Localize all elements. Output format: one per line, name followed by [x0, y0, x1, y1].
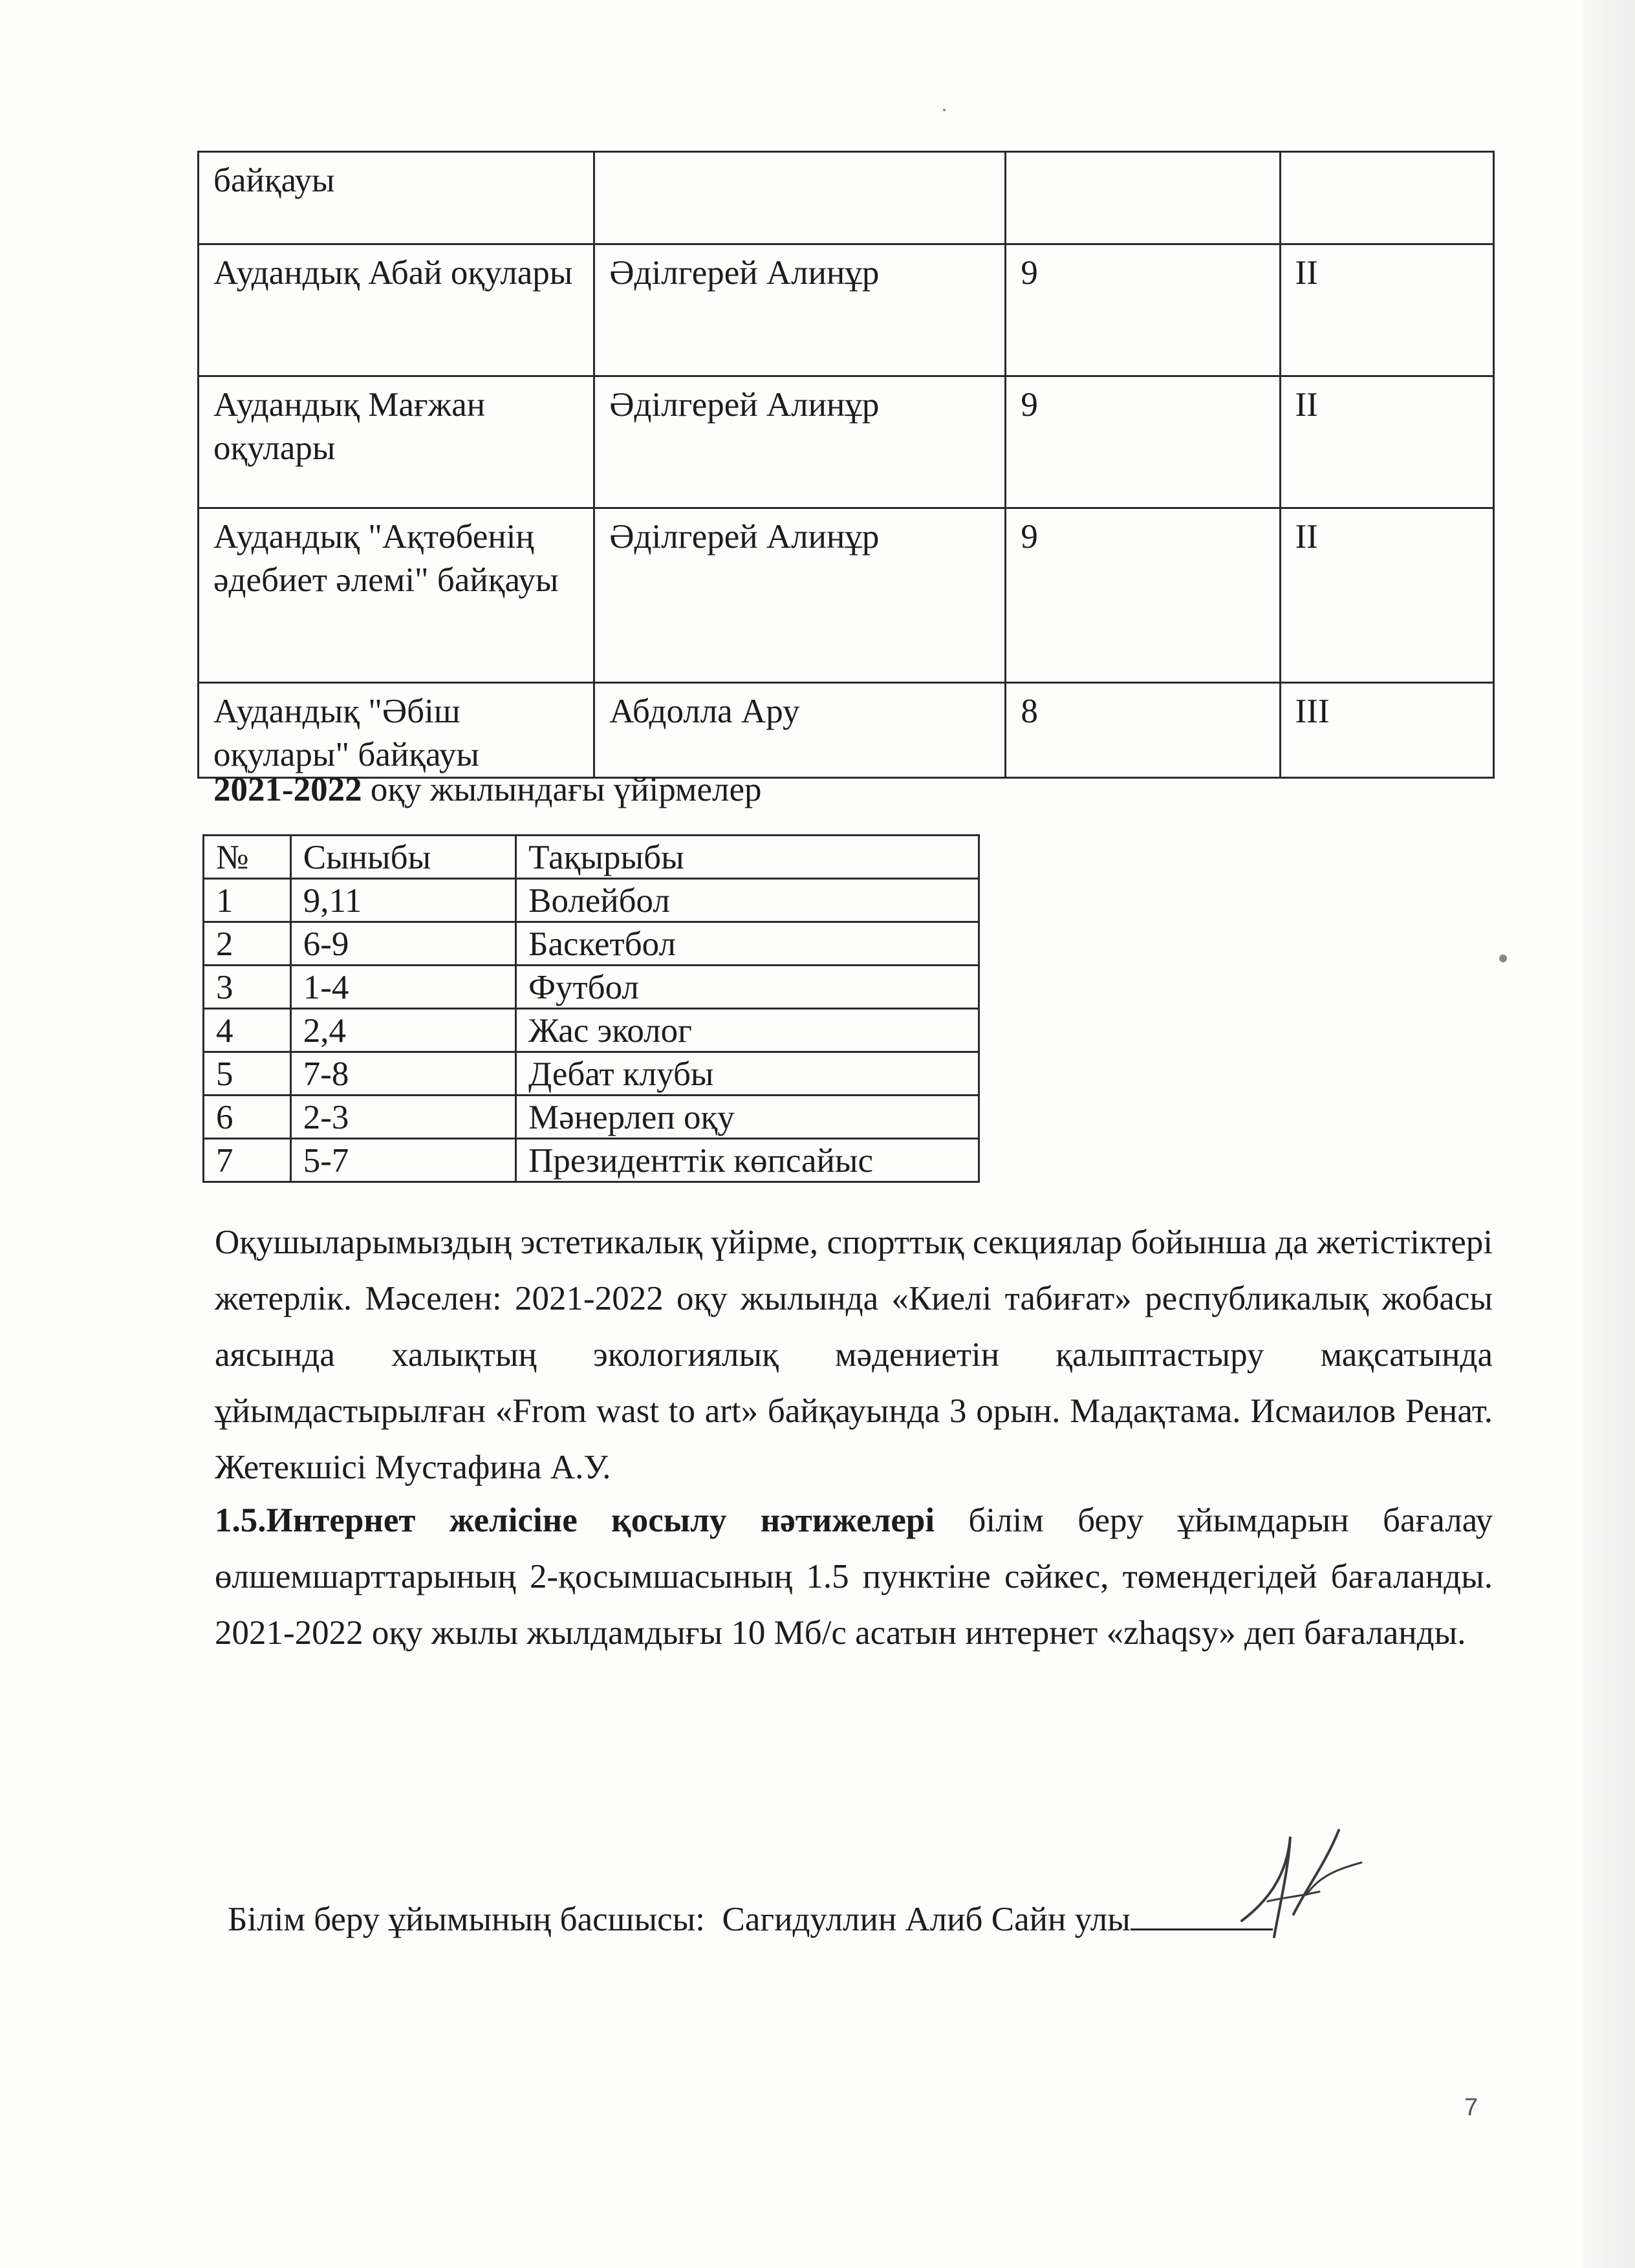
grade-cell: 1-4 — [290, 966, 515, 1009]
clubs-heading-year: 2021-2022 — [213, 771, 362, 808]
topic-cell: Президенттік көпсайыс — [516, 1139, 979, 1182]
grade-cell: 9 — [1006, 376, 1280, 508]
scan-speck — [943, 109, 946, 111]
num-cell: 6 — [204, 1096, 291, 1139]
num-cell: 5 — [204, 1052, 291, 1096]
student-cell: Әділгерей Алинұр — [594, 508, 1006, 683]
table-row — [204, 922, 979, 966]
event-cell: Аудандық Мағжан оқулары — [199, 376, 594, 508]
student-cell — [594, 152, 1006, 244]
grade-cell: 5-7 — [290, 1139, 515, 1182]
table-row — [204, 966, 979, 1009]
grade-cell: 8 — [1006, 683, 1280, 778]
topic-cell: Дебат клубы — [516, 1052, 979, 1096]
signature-label: Білім беру ұйымының басшысы: — [228, 1901, 705, 1938]
topic-cell: Футбол — [516, 966, 979, 1009]
internet-paragraph — [215, 1493, 1493, 1661]
handwritten-signature — [1229, 1824, 1371, 1947]
page-number: 7 — [1464, 2094, 1478, 2121]
achievements-paragraph: Оқушыларымыздың эстетикалық үйірме, спорттық секциялар бойынша да жетістіктері жетерлік. Мәселен: 2021-2022 оқу жылында «Киелі табиғат» республикалық жобасы аясында халықтың экологиялық мәдениетін қалыптастыру мақсатында ұйымдастырылған «From wast to art» байқауында 3 орын. Мадақтама. Исмаилов Ренат. Жетекшісі Мустафина А.У. — [215, 1224, 1493, 1486]
awards-table — [197, 151, 1495, 779]
signature-line — [228, 1896, 1273, 1942]
num-cell: 2 — [204, 922, 291, 966]
topic-cell: Волейбол — [516, 879, 979, 922]
clubs-table — [202, 834, 980, 1183]
grade-cell: 9,11 — [290, 879, 515, 922]
table-row — [204, 1139, 979, 1182]
grade-cell: 9 — [1006, 508, 1280, 683]
place-cell: II — [1280, 508, 1493, 683]
header-grade: Сыныбы — [290, 836, 515, 879]
grade-cell: 2-3 — [290, 1096, 515, 1139]
grade-cell: 2,4 — [290, 1009, 515, 1052]
grade-cell: 7-8 — [290, 1052, 515, 1096]
student-cell: Абдолла Ару — [594, 683, 1006, 778]
num-cell: 4 — [204, 1009, 291, 1052]
table-row — [199, 376, 1494, 508]
table-row — [204, 879, 979, 922]
scan-speck — [1499, 955, 1507, 962]
event-cell: байқауы — [199, 152, 594, 244]
place-cell — [1280, 152, 1493, 244]
table-row — [204, 1096, 979, 1139]
section-heading: 1.5.Интернет желісіне қосылу нәтижелері — [215, 1502, 935, 1539]
num-cell: 3 — [204, 966, 291, 1009]
num-cell: 1 — [204, 879, 291, 922]
student-cell: Әділгерей Алинұр — [594, 244, 1006, 376]
scan-edge-shade — [1583, 0, 1635, 2268]
place-cell: III — [1280, 683, 1493, 778]
num-cell: 7 — [204, 1139, 291, 1182]
student-cell: Әділгерей Алинұр — [594, 376, 1006, 508]
table-header-row — [204, 836, 979, 879]
table-row — [199, 683, 1494, 778]
table-row — [199, 508, 1494, 683]
grade-cell: 9 — [1006, 244, 1280, 376]
clubs-heading-text: оқу жылындағы үйірмелер — [362, 771, 762, 808]
grade-cell — [1006, 152, 1280, 244]
event-cell: Аудандық Абай оқулары — [199, 244, 594, 376]
table-row — [204, 1052, 979, 1096]
clubs-heading — [213, 770, 761, 810]
topic-cell: Жас эколог — [516, 1009, 979, 1052]
table-row — [199, 244, 1494, 376]
internet-paragraph-text: білім беру ұйымдарын бағалау өлшемшарттарының 2-қосымшасының 1.5 пунктіне сәйкес, төмендегідей бағаланды. 2021-2022 оқу жылы жылдамдығы 10 Мб/с асатын интернет «zhaqsy» деп бағаланды. — [215, 1502, 1493, 1652]
place-cell: II — [1280, 376, 1493, 508]
director-name: Сагидуллин Алиб Сайн улы — [722, 1901, 1131, 1938]
event-cell: Аудандық "Ақтөбенің әдебиет әлемі" байқауы — [199, 508, 594, 683]
table-row — [199, 152, 1494, 244]
header-num: № — [204, 836, 291, 879]
header-topic: Тақырыбы — [516, 836, 979, 879]
table-row — [204, 1009, 979, 1052]
place-cell: II — [1280, 244, 1493, 376]
topic-cell: Мәнерлеп оқу — [516, 1096, 979, 1139]
grade-cell: 6-9 — [290, 922, 515, 966]
event-cell: Аудандық "Әбіш оқулары" байқауы — [199, 683, 594, 778]
topic-cell: Баскетбол — [516, 922, 979, 966]
